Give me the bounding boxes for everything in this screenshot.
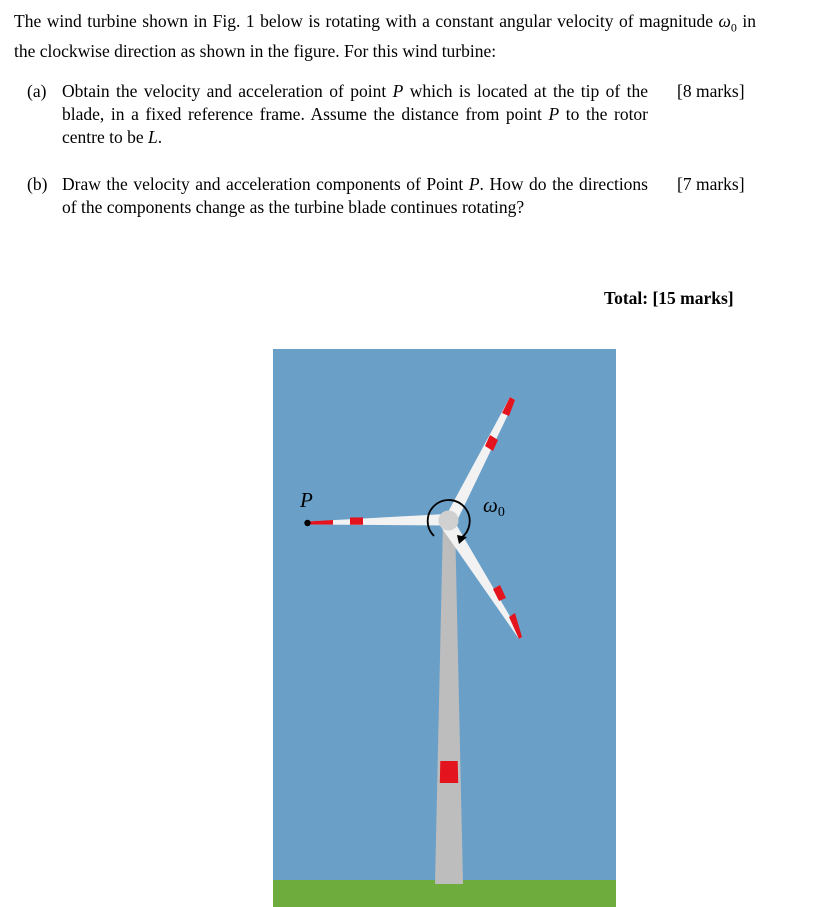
question-a-marks: [8 marks] — [677, 81, 745, 101]
omega-label: ω0 — [483, 493, 505, 520]
point-p-marker — [304, 520, 310, 526]
rotor-hub — [439, 511, 459, 531]
omega-symbol: $\omega_0$ — [718, 11, 737, 35]
question-b-marks: [7 marks] — [677, 174, 745, 194]
ground — [273, 880, 616, 907]
wind-turbine-svg — [273, 349, 616, 907]
intro-text-1: The wind turbine shown in Fig. 1 below is rotating with a constant angular velocity of magnitude — [14, 11, 719, 31]
wind-turbine-figure — [273, 349, 616, 907]
question-b-label: (b) — [27, 174, 48, 194]
intro-text-2: in the clockwise direction as shown in the figure. For this wind turbine: — [14, 11, 756, 61]
intro-paragraph — [14, 10, 756, 63]
question-b — [0, 173, 829, 253]
question-b-text: Draw the velocity and acceleration components of Point P. How do the directions of the components change as the turbine blade continues rotating? — [62, 174, 648, 217]
tower-red-band — [440, 761, 458, 783]
question-a-label: (a) — [27, 81, 47, 101]
total-marks: Total: [15 marks] — [604, 288, 734, 308]
question-a — [0, 80, 829, 160]
point-p-label: P — [300, 488, 313, 512]
question-a-text: Obtain the velocity and acceleration of point P which is located at the tip of the blade, in a fixed reference frame. Assume the distance from point P to the rotor centre to be L. — [62, 81, 649, 147]
